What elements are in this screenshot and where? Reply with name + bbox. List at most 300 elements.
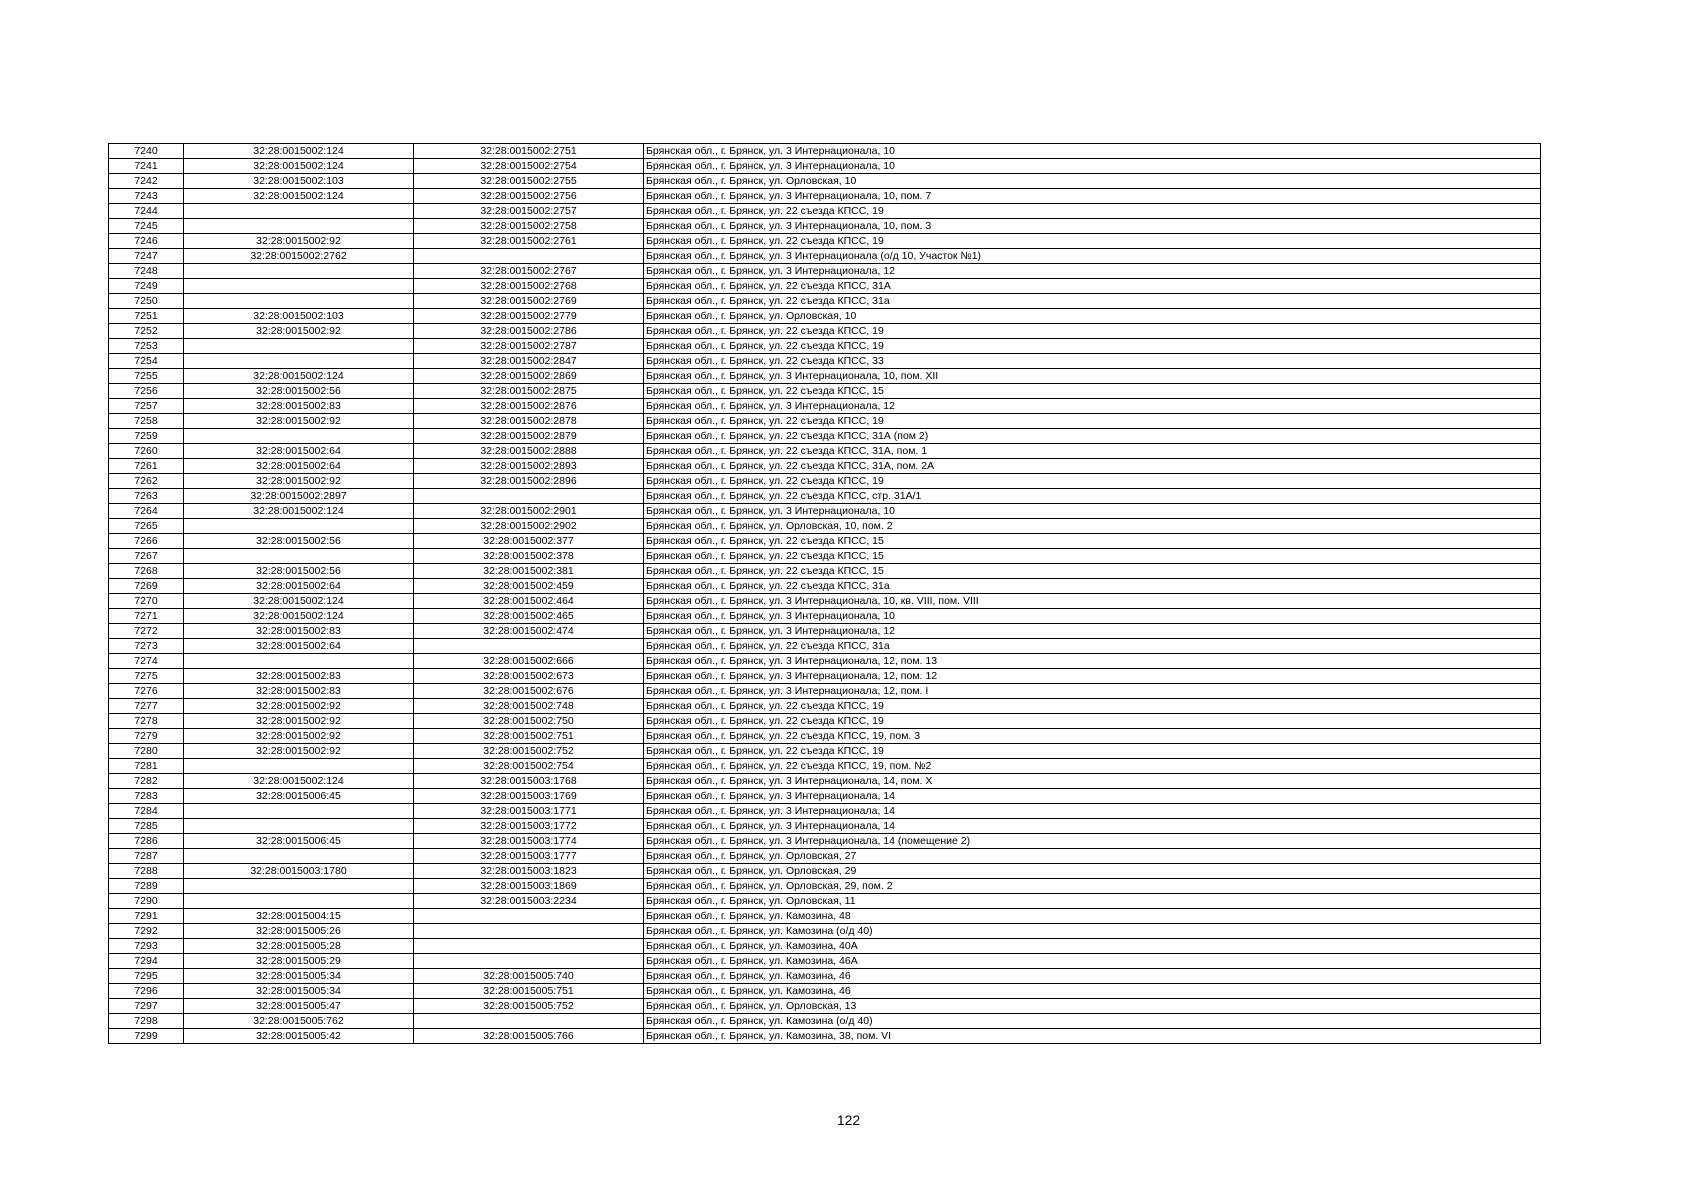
parent-cadastral-number-cell bbox=[184, 894, 414, 909]
parent-cadastral-number-cell bbox=[184, 264, 414, 279]
row-number-cell: 7247 bbox=[109, 249, 184, 264]
parent-cadastral-number-cell: 32:28:0015002:64 bbox=[184, 579, 414, 594]
row-number-cell: 7251 bbox=[109, 309, 184, 324]
address-cell: Брянская обл., г. Брянск, ул. 3 Интернационала, 14 bbox=[644, 789, 1541, 804]
object-cadastral-number-cell: 32:28:0015003:1774 bbox=[414, 834, 644, 849]
row-number-cell: 7260 bbox=[109, 444, 184, 459]
parent-cadastral-number-cell bbox=[184, 804, 414, 819]
parent-cadastral-number-cell: 32:28:0015002:92 bbox=[184, 474, 414, 489]
object-cadastral-number-cell: 32:28:0015002:2888 bbox=[414, 444, 644, 459]
table-row bbox=[109, 429, 1541, 444]
row-number-cell: 7285 bbox=[109, 819, 184, 834]
row-number-cell: 7263 bbox=[109, 489, 184, 504]
row-number-cell: 7245 bbox=[109, 219, 184, 234]
address-cell: Брянская обл., г. Брянск, ул. 22 съезда КПСС, 15 bbox=[644, 534, 1541, 549]
row-number-cell: 7293 bbox=[109, 939, 184, 954]
table-row bbox=[109, 174, 1541, 189]
parent-cadastral-number-cell: 32:28:0015002:83 bbox=[184, 669, 414, 684]
row-number-cell: 7257 bbox=[109, 399, 184, 414]
parent-cadastral-number-cell: 32:28:0015006:45 bbox=[184, 834, 414, 849]
object-cadastral-number-cell: 32:28:0015003:1772 bbox=[414, 819, 644, 834]
table-row bbox=[109, 324, 1541, 339]
row-number-cell: 7277 bbox=[109, 699, 184, 714]
row-number-cell: 7249 bbox=[109, 279, 184, 294]
parent-cadastral-number-cell bbox=[184, 279, 414, 294]
table-row bbox=[109, 504, 1541, 519]
object-cadastral-number-cell: 32:28:0015002:2768 bbox=[414, 279, 644, 294]
address-cell: Брянская обл., г. Брянск, ул. 22 съезда КПСС, стр. 31А/1 bbox=[644, 489, 1541, 504]
row-number-cell: 7268 bbox=[109, 564, 184, 579]
object-cadastral-number-cell: 32:28:0015002:754 bbox=[414, 759, 644, 774]
object-cadastral-number-cell: 32:28:0015002:2757 bbox=[414, 204, 644, 219]
address-cell: Брянская обл., г. Брянск, ул. 3 Интернационала, 14 bbox=[644, 819, 1541, 834]
address-cell: Брянская обл., г. Брянск, ул. 3 Интернационала, 10 bbox=[644, 144, 1541, 159]
address-cell: Брянская обл., г. Брянск, ул. 22 съезда КПСС, 19 bbox=[644, 414, 1541, 429]
object-cadastral-number-cell: 32:28:0015003:1768 bbox=[414, 774, 644, 789]
table-row bbox=[109, 189, 1541, 204]
address-cell: Брянская обл., г. Брянск, ул. Камозина, 46 bbox=[644, 969, 1541, 984]
table-row bbox=[109, 744, 1541, 759]
table-row bbox=[109, 819, 1541, 834]
address-cell: Брянская обл., г. Брянск, ул. 3 Интернационала, 10, пом. XII bbox=[644, 369, 1541, 384]
object-cadastral-number-cell: 32:28:0015002:2896 bbox=[414, 474, 644, 489]
row-number-cell: 7279 bbox=[109, 729, 184, 744]
object-cadastral-number-cell: 32:28:0015002:2754 bbox=[414, 159, 644, 174]
address-cell: Брянская обл., г. Брянск, ул. Орловская, 29, пом. 2 bbox=[644, 879, 1541, 894]
object-cadastral-number-cell: 32:28:0015002:2875 bbox=[414, 384, 644, 399]
table-row bbox=[109, 939, 1541, 954]
address-cell: Брянская обл., г. Брянск, ул. 3 Интернационала, 14 bbox=[644, 804, 1541, 819]
address-cell: Брянская обл., г. Брянск, ул. Орловская, 29 bbox=[644, 864, 1541, 879]
object-cadastral-number-cell: 32:28:0015002:378 bbox=[414, 549, 644, 564]
address-cell: Брянская обл., г. Брянск, ул. 22 съезда КПСС, 31А, пом. 1 bbox=[644, 444, 1541, 459]
table-row bbox=[109, 144, 1541, 159]
address-cell: Брянская обл., г. Брянск, ул. 22 съезда КПСС, 31А (пом 2) bbox=[644, 429, 1541, 444]
row-number-cell: 7296 bbox=[109, 984, 184, 999]
table-row bbox=[109, 534, 1541, 549]
address-cell: Брянская обл., г. Брянск, ул. Камозина (о/д 40) bbox=[644, 924, 1541, 939]
table-row bbox=[109, 399, 1541, 414]
parent-cadastral-number-cell bbox=[184, 519, 414, 534]
address-cell: Брянская обл., г. Брянск, ул. 3 Интернационала, 14 (помещение 2) bbox=[644, 834, 1541, 849]
table-row bbox=[109, 849, 1541, 864]
address-cell: Брянская обл., г. Брянск, ул. Орловская, 13 bbox=[644, 999, 1541, 1014]
address-cell: Брянская обл., г. Брянск, ул. 3 Интернационала, 10 bbox=[644, 609, 1541, 624]
row-number-cell: 7283 bbox=[109, 789, 184, 804]
table-row bbox=[109, 879, 1541, 894]
row-number-cell: 7243 bbox=[109, 189, 184, 204]
parent-cadastral-number-cell: 32:28:0015005:28 bbox=[184, 939, 414, 954]
address-cell: Брянская обл., г. Брянск, ул. Камозина, 40А bbox=[644, 939, 1541, 954]
object-cadastral-number-cell: 32:28:0015002:459 bbox=[414, 579, 644, 594]
object-cadastral-number-cell: 32:28:0015002:666 bbox=[414, 654, 644, 669]
parent-cadastral-number-cell: 32:28:0015002:124 bbox=[184, 609, 414, 624]
row-number-cell: 7261 bbox=[109, 459, 184, 474]
object-cadastral-number-cell: 32:28:0015002:752 bbox=[414, 744, 644, 759]
parent-cadastral-number-cell: 32:28:0015002:2762 bbox=[184, 249, 414, 264]
row-number-cell: 7273 bbox=[109, 639, 184, 654]
object-cadastral-number-cell: 32:28:0015002:748 bbox=[414, 699, 644, 714]
address-cell: Брянская обл., г. Брянск, ул. 3 Интернационала, 10, пом. 7 bbox=[644, 189, 1541, 204]
row-number-cell: 7258 bbox=[109, 414, 184, 429]
row-number-cell: 7253 bbox=[109, 339, 184, 354]
parent-cadastral-number-cell: 32:28:0015002:92 bbox=[184, 714, 414, 729]
address-cell: Брянская обл., г. Брянск, ул. 3 Интернационала, 12 bbox=[644, 624, 1541, 639]
address-cell: Брянская обл., г. Брянск, ул. 3 Интернационала, 10 bbox=[644, 504, 1541, 519]
parent-cadastral-number-cell: 32:28:0015002:56 bbox=[184, 534, 414, 549]
address-cell: Брянская обл., г. Брянск, ул. 22 съезда КПСС, 19 bbox=[644, 339, 1541, 354]
object-cadastral-number-cell bbox=[414, 249, 644, 264]
table-row bbox=[109, 639, 1541, 654]
table-row bbox=[109, 414, 1541, 429]
object-cadastral-number-cell: 32:28:0015002:2755 bbox=[414, 174, 644, 189]
row-number-cell: 7266 bbox=[109, 534, 184, 549]
object-cadastral-number-cell: 32:28:0015002:2893 bbox=[414, 459, 644, 474]
table-row bbox=[109, 309, 1541, 324]
table-row bbox=[109, 1029, 1541, 1044]
parent-cadastral-number-cell bbox=[184, 339, 414, 354]
object-cadastral-number-cell bbox=[414, 489, 644, 504]
address-cell: Брянская обл., г. Брянск, ул. 3 Интернационала, 12, пом. 13 bbox=[644, 654, 1541, 669]
address-cell: Брянская обл., г. Брянск, ул. 22 съезда КПСС, 31а bbox=[644, 579, 1541, 594]
object-cadastral-number-cell: 32:28:0015002:750 bbox=[414, 714, 644, 729]
parent-cadastral-number-cell: 32:28:0015004:15 bbox=[184, 909, 414, 924]
table-row bbox=[109, 864, 1541, 879]
row-number-cell: 7288 bbox=[109, 864, 184, 879]
object-cadastral-number-cell: 32:28:0015002:2847 bbox=[414, 354, 644, 369]
parent-cadastral-number-cell: 32:28:0015002:83 bbox=[184, 684, 414, 699]
table-row bbox=[109, 369, 1541, 384]
address-cell: Брянская обл., г. Брянск, ул. 22 съезда КПСС, 33 bbox=[644, 354, 1541, 369]
table-row bbox=[109, 354, 1541, 369]
row-number-cell: 7271 bbox=[109, 609, 184, 624]
address-cell: Брянская обл., г. Брянск, ул. Камозина, 46 bbox=[644, 984, 1541, 999]
object-cadastral-number-cell: 32:28:0015002:2786 bbox=[414, 324, 644, 339]
address-cell: Брянская обл., г. Брянск, ул. 22 съезда КПСС, 19 bbox=[644, 204, 1541, 219]
row-number-cell: 7278 bbox=[109, 714, 184, 729]
object-cadastral-number-cell: 32:28:0015003:1823 bbox=[414, 864, 644, 879]
object-cadastral-number-cell: 32:28:0015002:2879 bbox=[414, 429, 644, 444]
parent-cadastral-number-cell bbox=[184, 879, 414, 894]
address-cell: Брянская обл., г. Брянск, ул. Камозина, 38, пом. VI bbox=[644, 1029, 1541, 1044]
row-number-cell: 7290 bbox=[109, 894, 184, 909]
row-number-cell: 7242 bbox=[109, 174, 184, 189]
table-row bbox=[109, 249, 1541, 264]
row-number-cell: 7281 bbox=[109, 759, 184, 774]
object-cadastral-number-cell bbox=[414, 1014, 644, 1029]
object-cadastral-number-cell: 32:28:0015002:676 bbox=[414, 684, 644, 699]
object-cadastral-number-cell: 32:28:0015003:1777 bbox=[414, 849, 644, 864]
row-number-cell: 7299 bbox=[109, 1029, 184, 1044]
object-cadastral-number-cell bbox=[414, 909, 644, 924]
address-cell: Брянская обл., г. Брянск, ул. 22 съезда КПСС, 19 bbox=[644, 324, 1541, 339]
address-cell: Брянская обл., г. Брянск, ул. 22 съезда КПСС, 19, пом. №2 bbox=[644, 759, 1541, 774]
parent-cadastral-number-cell: 32:28:0015005:26 bbox=[184, 924, 414, 939]
parent-cadastral-number-cell bbox=[184, 294, 414, 309]
address-cell: Брянская обл., г. Брянск, ул. 3 Интернационала, 14, пом. X bbox=[644, 774, 1541, 789]
object-cadastral-number-cell: 32:28:0015002:465 bbox=[414, 609, 644, 624]
object-cadastral-number-cell: 32:28:0015002:2876 bbox=[414, 399, 644, 414]
row-number-cell: 7265 bbox=[109, 519, 184, 534]
parent-cadastral-number-cell: 32:28:0015002:124 bbox=[184, 189, 414, 204]
object-cadastral-number-cell: 32:28:0015005:752 bbox=[414, 999, 644, 1014]
table-row bbox=[109, 714, 1541, 729]
row-number-cell: 7250 bbox=[109, 294, 184, 309]
row-number-cell: 7295 bbox=[109, 969, 184, 984]
table-row bbox=[109, 549, 1541, 564]
row-number-cell: 7282 bbox=[109, 774, 184, 789]
object-cadastral-number-cell: 32:28:0015002:2769 bbox=[414, 294, 644, 309]
table-row bbox=[109, 759, 1541, 774]
table-row bbox=[109, 459, 1541, 474]
address-cell: Брянская обл., г. Брянск, ул. 22 съезда КПСС, 31а bbox=[644, 639, 1541, 654]
parent-cadastral-number-cell bbox=[184, 654, 414, 669]
table-row bbox=[109, 489, 1541, 504]
object-cadastral-number-cell bbox=[414, 639, 644, 654]
table-row bbox=[109, 1014, 1541, 1029]
parent-cadastral-number-cell: 32:28:0015002:103 bbox=[184, 309, 414, 324]
object-cadastral-number-cell: 32:28:0015002:751 bbox=[414, 729, 644, 744]
address-cell: Брянская обл., г. Брянск, ул. Камозина (о/д 40) bbox=[644, 1014, 1541, 1029]
parent-cadastral-number-cell: 32:28:0015002:103 bbox=[184, 174, 414, 189]
row-number-cell: 7240 bbox=[109, 144, 184, 159]
row-number-cell: 7275 bbox=[109, 669, 184, 684]
table-row bbox=[109, 909, 1541, 924]
row-number-cell: 7292 bbox=[109, 924, 184, 939]
row-number-cell: 7289 bbox=[109, 879, 184, 894]
object-cadastral-number-cell: 32:28:0015003:1869 bbox=[414, 879, 644, 894]
table-row bbox=[109, 219, 1541, 234]
parent-cadastral-number-cell bbox=[184, 759, 414, 774]
object-cadastral-number-cell: 32:28:0015005:740 bbox=[414, 969, 644, 984]
parent-cadastral-number-cell: 32:28:0015002:92 bbox=[184, 324, 414, 339]
address-cell: Брянская обл., г. Брянск, ул. 22 съезда КПСС, 31А, пом. 2А bbox=[644, 459, 1541, 474]
parent-cadastral-number-cell: 32:28:0015002:124 bbox=[184, 594, 414, 609]
object-cadastral-number-cell: 32:28:0015003:1769 bbox=[414, 789, 644, 804]
object-cadastral-number-cell: 32:28:0015002:381 bbox=[414, 564, 644, 579]
parent-cadastral-number-cell bbox=[184, 819, 414, 834]
address-cell: Брянская обл., г. Брянск, ул. 3 Интернационала, 10, пом. 3 bbox=[644, 219, 1541, 234]
table-row bbox=[109, 384, 1541, 399]
parent-cadastral-number-cell: 32:28:0015002:56 bbox=[184, 564, 414, 579]
table-row bbox=[109, 684, 1541, 699]
parent-cadastral-number-cell: 32:28:0015005:47 bbox=[184, 999, 414, 1014]
table-row bbox=[109, 279, 1541, 294]
row-number-cell: 7286 bbox=[109, 834, 184, 849]
parent-cadastral-number-cell bbox=[184, 549, 414, 564]
parent-cadastral-number-cell: 32:28:0015005:29 bbox=[184, 954, 414, 969]
table-row bbox=[109, 699, 1541, 714]
parent-cadastral-number-cell: 32:28:0015006:45 bbox=[184, 789, 414, 804]
table-row bbox=[109, 564, 1541, 579]
row-number-cell: 7248 bbox=[109, 264, 184, 279]
address-cell: Брянская обл., г. Брянск, ул. 22 съезда КПСС, 15 bbox=[644, 549, 1541, 564]
object-cadastral-number-cell: 32:28:0015002:2751 bbox=[414, 144, 644, 159]
row-number-cell: 7298 bbox=[109, 1014, 184, 1029]
row-number-cell: 7269 bbox=[109, 579, 184, 594]
row-number-cell: 7255 bbox=[109, 369, 184, 384]
object-cadastral-number-cell: 32:28:0015002:2761 bbox=[414, 234, 644, 249]
table-row bbox=[109, 264, 1541, 279]
parent-cadastral-number-cell: 32:28:0015002:92 bbox=[184, 414, 414, 429]
address-cell: Брянская обл., г. Брянск, ул. 22 съезда КПСС, 15 bbox=[644, 384, 1541, 399]
address-cell: Брянская обл., г. Брянск, ул. 3 Интернационала, 10 bbox=[644, 159, 1541, 174]
object-cadastral-number-cell bbox=[414, 939, 644, 954]
object-cadastral-number-cell: 32:28:0015002:2767 bbox=[414, 264, 644, 279]
table-row bbox=[109, 609, 1541, 624]
table-row bbox=[109, 474, 1541, 489]
table-row bbox=[109, 924, 1541, 939]
row-number-cell: 7256 bbox=[109, 384, 184, 399]
row-number-cell: 7259 bbox=[109, 429, 184, 444]
row-number-cell: 7297 bbox=[109, 999, 184, 1014]
object-cadastral-number-cell bbox=[414, 924, 644, 939]
parent-cadastral-number-cell bbox=[184, 354, 414, 369]
object-cadastral-number-cell: 32:28:0015002:2901 bbox=[414, 504, 644, 519]
table-row bbox=[109, 579, 1541, 594]
table-row bbox=[109, 729, 1541, 744]
parent-cadastral-number-cell bbox=[184, 429, 414, 444]
parent-cadastral-number-cell: 32:28:0015002:64 bbox=[184, 639, 414, 654]
parent-cadastral-number-cell: 32:28:0015005:42 bbox=[184, 1029, 414, 1044]
row-number-cell: 7270 bbox=[109, 594, 184, 609]
table-row bbox=[109, 519, 1541, 534]
table-row bbox=[109, 294, 1541, 309]
address-cell: Брянская обл., г. Брянск, ул. 3 Интернационала, 12, пом. I bbox=[644, 684, 1541, 699]
parent-cadastral-number-cell: 32:28:0015002:92 bbox=[184, 234, 414, 249]
parent-cadastral-number-cell: 32:28:0015002:56 bbox=[184, 384, 414, 399]
row-number-cell: 7294 bbox=[109, 954, 184, 969]
parent-cadastral-number-cell: 32:28:0015002:124 bbox=[184, 774, 414, 789]
page-number: 122 bbox=[836, 1112, 861, 1128]
address-cell: Брянская обл., г. Брянск, ул. 22 съезда КПСС, 19 bbox=[644, 699, 1541, 714]
table-row bbox=[109, 954, 1541, 969]
object-cadastral-number-cell: 32:28:0015002:673 bbox=[414, 669, 644, 684]
parent-cadastral-number-cell: 32:28:0015002:83 bbox=[184, 624, 414, 639]
table-row bbox=[109, 624, 1541, 639]
table-row bbox=[109, 804, 1541, 819]
object-cadastral-number-cell: 32:28:0015005:766 bbox=[414, 1029, 644, 1044]
table-row bbox=[109, 789, 1541, 804]
object-cadastral-number-cell: 32:28:0015002:2756 bbox=[414, 189, 644, 204]
parent-cadastral-number-cell bbox=[184, 204, 414, 219]
object-cadastral-number-cell: 32:28:0015002:2787 bbox=[414, 339, 644, 354]
address-cell: Брянская обл., г. Брянск, ул. 3 Интернационала, 12, пом. 12 bbox=[644, 669, 1541, 684]
address-cell: Брянская обл., г. Брянск, ул. 22 съезда КПСС, 31а bbox=[644, 294, 1541, 309]
row-number-cell: 7252 bbox=[109, 324, 184, 339]
table-body bbox=[109, 144, 1541, 1044]
row-number-cell: 7267 bbox=[109, 549, 184, 564]
parent-cadastral-number-cell: 32:28:0015002:64 bbox=[184, 459, 414, 474]
object-cadastral-number-cell: 32:28:0015002:2878 bbox=[414, 414, 644, 429]
object-cadastral-number-cell: 32:28:0015005:751 bbox=[414, 984, 644, 999]
parent-cadastral-number-cell: 32:28:0015002:92 bbox=[184, 744, 414, 759]
address-cell: Брянская обл., г. Брянск, ул. 3 Интернационала, 10, кв. VIII, пом. VIII bbox=[644, 594, 1541, 609]
row-number-cell: 7264 bbox=[109, 504, 184, 519]
parent-cadastral-number-cell: 32:28:0015002:83 bbox=[184, 399, 414, 414]
table-row bbox=[109, 594, 1541, 609]
table-row bbox=[109, 654, 1541, 669]
table-row bbox=[109, 159, 1541, 174]
row-number-cell: 7274 bbox=[109, 654, 184, 669]
table-row bbox=[109, 834, 1541, 849]
row-number-cell: 7262 bbox=[109, 474, 184, 489]
parent-cadastral-number-cell: 32:28:0015002:2897 bbox=[184, 489, 414, 504]
address-cell: Брянская обл., г. Брянск, ул. 22 съезда КПСС, 15 bbox=[644, 564, 1541, 579]
row-number-cell: 7244 bbox=[109, 204, 184, 219]
parent-cadastral-number-cell: 32:28:0015002:92 bbox=[184, 699, 414, 714]
row-number-cell: 7287 bbox=[109, 849, 184, 864]
object-cadastral-number-cell: 32:28:0015002:2902 bbox=[414, 519, 644, 534]
table-row bbox=[109, 339, 1541, 354]
row-number-cell: 7254 bbox=[109, 354, 184, 369]
parent-cadastral-number-cell bbox=[184, 219, 414, 234]
parent-cadastral-number-cell: 32:28:0015002:124 bbox=[184, 504, 414, 519]
address-cell: Брянская обл., г. Брянск, ул. 22 съезда КПСС, 19 bbox=[644, 744, 1541, 759]
parent-cadastral-number-cell: 32:28:0015005:762 bbox=[184, 1014, 414, 1029]
parent-cadastral-number-cell: 32:28:0015002:124 bbox=[184, 159, 414, 174]
address-cell: Брянская обл., г. Брянск, ул. 22 съезда КПСС, 19, пом. 3 bbox=[644, 729, 1541, 744]
row-number-cell: 7280 bbox=[109, 744, 184, 759]
object-cadastral-number-cell: 32:28:0015003:2234 bbox=[414, 894, 644, 909]
address-cell: Брянская обл., г. Брянск, ул. 3 Интернационала (о/д 10, Участок №1) bbox=[644, 249, 1541, 264]
object-cadastral-number-cell: 32:28:0015002:2779 bbox=[414, 309, 644, 324]
object-cadastral-number-cell: 32:28:0015002:464 bbox=[414, 594, 644, 609]
row-number-cell: 7246 bbox=[109, 234, 184, 249]
object-cadastral-number-cell: 32:28:0015002:474 bbox=[414, 624, 644, 639]
address-cell: Брянская обл., г. Брянск, ул. Камозина, 48 bbox=[644, 909, 1541, 924]
address-cell: Брянская обл., г. Брянск, ул. 22 съезда КПСС, 19 bbox=[644, 474, 1541, 489]
object-cadastral-number-cell: 32:28:0015002:377 bbox=[414, 534, 644, 549]
table-row bbox=[109, 669, 1541, 684]
table-row bbox=[109, 774, 1541, 789]
address-cell: Брянская обл., г. Брянск, ул. Камозина, 46А bbox=[644, 954, 1541, 969]
row-number-cell: 7276 bbox=[109, 684, 184, 699]
parent-cadastral-number-cell: 32:28:0015002:92 bbox=[184, 729, 414, 744]
address-cell: Брянская обл., г. Брянск, ул. 22 съезда КПСС, 19 bbox=[644, 714, 1541, 729]
address-cell: Брянская обл., г. Брянск, ул. Орловская, 10 bbox=[644, 309, 1541, 324]
parent-cadastral-number-cell: 32:28:0015005:34 bbox=[184, 984, 414, 999]
parent-cadastral-number-cell: 32:28:0015002:124 bbox=[184, 144, 414, 159]
address-cell: Брянская обл., г. Брянск, ул. Орловская, 11 bbox=[644, 894, 1541, 909]
parent-cadastral-number-cell: 32:28:0015005:34 bbox=[184, 969, 414, 984]
parent-cadastral-number-cell: 32:28:0015002:64 bbox=[184, 444, 414, 459]
address-cell: Брянская обл., г. Брянск, ул. 22 съезда КПСС, 31А bbox=[644, 279, 1541, 294]
address-cell: Брянская обл., г. Брянск, ул. 3 Интернационала, 12 bbox=[644, 264, 1541, 279]
table-row bbox=[109, 969, 1541, 984]
table-row bbox=[109, 894, 1541, 909]
cadastral-table bbox=[108, 143, 1541, 1044]
object-cadastral-number-cell bbox=[414, 954, 644, 969]
parent-cadastral-number-cell bbox=[184, 849, 414, 864]
object-cadastral-number-cell: 32:28:0015002:2758 bbox=[414, 219, 644, 234]
table-row bbox=[109, 234, 1541, 249]
table-row bbox=[109, 444, 1541, 459]
row-number-cell: 7272 bbox=[109, 624, 184, 639]
object-cadastral-number-cell: 32:28:0015002:2869 bbox=[414, 369, 644, 384]
row-number-cell: 7241 bbox=[109, 159, 184, 174]
row-number-cell: 7284 bbox=[109, 804, 184, 819]
address-cell: Брянская обл., г. Брянск, ул. Орловская, 27 bbox=[644, 849, 1541, 864]
table-row bbox=[109, 204, 1541, 219]
address-cell: Брянская обл., г. Брянск, ул. Орловская, 10, пом. 2 bbox=[644, 519, 1541, 534]
row-number-cell: 7291 bbox=[109, 909, 184, 924]
parent-cadastral-number-cell: 32:28:0015003:1780 bbox=[184, 864, 414, 879]
parent-cadastral-number-cell: 32:28:0015002:124 bbox=[184, 369, 414, 384]
address-cell: Брянская обл., г. Брянск, ул. 22 съезда КПСС, 19 bbox=[644, 234, 1541, 249]
table-row bbox=[109, 999, 1541, 1014]
table-row bbox=[109, 984, 1541, 999]
